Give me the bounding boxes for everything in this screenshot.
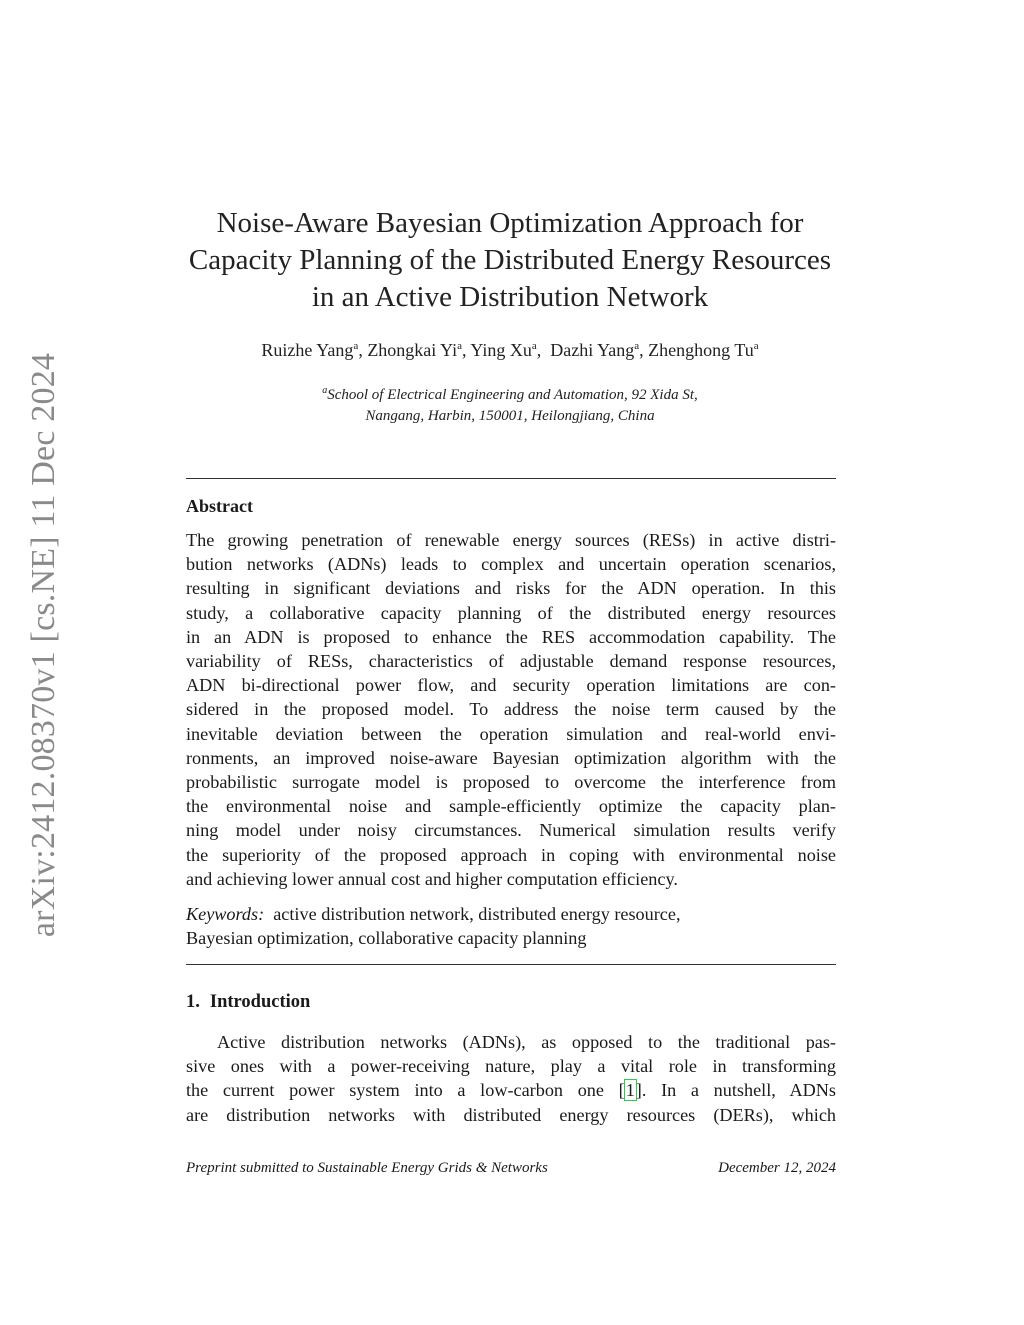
abstract-line: resulting in significant deviations and risks for the ADN operation. In this xyxy=(186,578,836,599)
footer-date: December 12, 2024 xyxy=(718,1160,836,1176)
abstract-line: sidered in the proposed model. To address the noise term caused by the xyxy=(186,699,836,720)
abstract-line: The growing penetration of renewable energy sources (RESs) in active distri- xyxy=(186,530,836,550)
author-name: Dazhi Yang xyxy=(550,340,635,360)
arxiv-identifier: arXiv:2412.08370v1 [cs.NE] 11 Dec 2024 xyxy=(25,352,62,938)
keywords xyxy=(186,902,836,950)
section-title: Introduction xyxy=(209,992,311,1012)
abstract-line: ning model under noisy circumstances. Numerical simulation results verify xyxy=(186,820,836,841)
abstract-line: inevitable deviation between the operation simulation and real-world envi- xyxy=(186,723,836,744)
body-text: the current power system into a low-carbon one [ xyxy=(186,1080,625,1101)
affiliation-marker: a xyxy=(353,340,359,352)
affiliation-line: School of Electrical Engineering and Automation, 92 Xida St, xyxy=(327,387,698,403)
body-text: ]. In a nutshell, ADNs xyxy=(635,1080,836,1101)
paper-title xyxy=(150,205,870,316)
title-line: in an Active Distribution Network xyxy=(311,281,709,313)
title-line: Capacity Planning of the Distributed Energy Resources xyxy=(188,244,832,276)
abstract-line: bution networks (ADNs) leads to complex and uncertain operation scenarios, xyxy=(186,554,836,575)
affiliation-line: Nangang, Harbin, 150001, Heilongjiang, China xyxy=(365,408,655,424)
section-heading xyxy=(186,992,310,1013)
section-number: 1. xyxy=(186,992,200,1012)
affiliation-marker: a xyxy=(634,340,640,352)
abstract-line: and achieving lower annual cost and higher computation efficiency. xyxy=(186,868,678,889)
author-list: Ruizhe Yang$^a$, Zhongkai Yi$^a$, Ying Xu$^a$, Dazhi Yang$^a$, Zhenghong Tu$^a$ xyxy=(261,340,759,360)
citation-link[interactable]: 1 xyxy=(625,1080,635,1101)
affiliation-marker: a xyxy=(322,385,328,396)
keywords-line: Bayesian optimization, collaborative capacity planning xyxy=(186,928,587,949)
abstract-bottom-rule xyxy=(186,964,836,965)
abstract-line: study, a collaborative capacity planning of the distributed energy resources xyxy=(186,602,836,623)
abstract-top-rule xyxy=(186,478,836,479)
footer-journal: Preprint submitted to Sustainable Energy Grids & Networks xyxy=(186,1160,548,1176)
abstract-line: probabilistic surrogate model is proposed to overcome the interference from xyxy=(186,772,836,793)
body-line: are distribution networks with distributed energy resources (DERs), which xyxy=(186,1104,836,1125)
title-line: Noise-Aware Bayesian Optimization Approach for xyxy=(216,207,804,239)
abstract-line: variability of RESs, characteristics of adjustable demand response resources, xyxy=(186,651,836,672)
keywords-line: active distribution network, distributed energy resource, xyxy=(273,904,681,924)
abstract-line: in an ADN is proposed to enhance the RES accommodation capability. The xyxy=(186,626,836,647)
body-line: Active distribution networks (ADNs), as opposed to the traditional pas- xyxy=(217,1032,836,1052)
introduction-body xyxy=(186,1030,836,1127)
abstract-body xyxy=(186,528,836,891)
affiliation xyxy=(150,380,870,427)
author-name: Zhenghong Tu xyxy=(648,340,754,360)
author-name: Ruizhe Yang xyxy=(261,340,354,360)
affiliation-marker: a xyxy=(531,340,537,352)
abstract-line: ADN bi-directional power flow, and security operation limitations are con- xyxy=(186,675,836,696)
abstract-line: ronments, an improved noise-aware Bayesian optimization algorithm with the xyxy=(186,747,836,768)
abstract-line: the environmental noise and sample-efficiently optimize the capacity plan- xyxy=(186,796,836,817)
author-name: Ying Xu xyxy=(470,340,532,360)
affiliation-marker: a xyxy=(753,340,759,352)
abstract-heading: Abstract xyxy=(186,496,253,516)
keywords-label: Keywords: xyxy=(186,904,265,924)
body-line xyxy=(186,1078,836,1102)
body-line: sive ones with a power-receiving nature, play a vital role in transforming xyxy=(186,1056,836,1077)
affiliation-marker: a xyxy=(457,340,463,352)
author-name: Zhongkai Yi xyxy=(367,340,458,360)
abstract-line: the superiority of the proposed approach in coping with environmental noise xyxy=(186,844,836,865)
